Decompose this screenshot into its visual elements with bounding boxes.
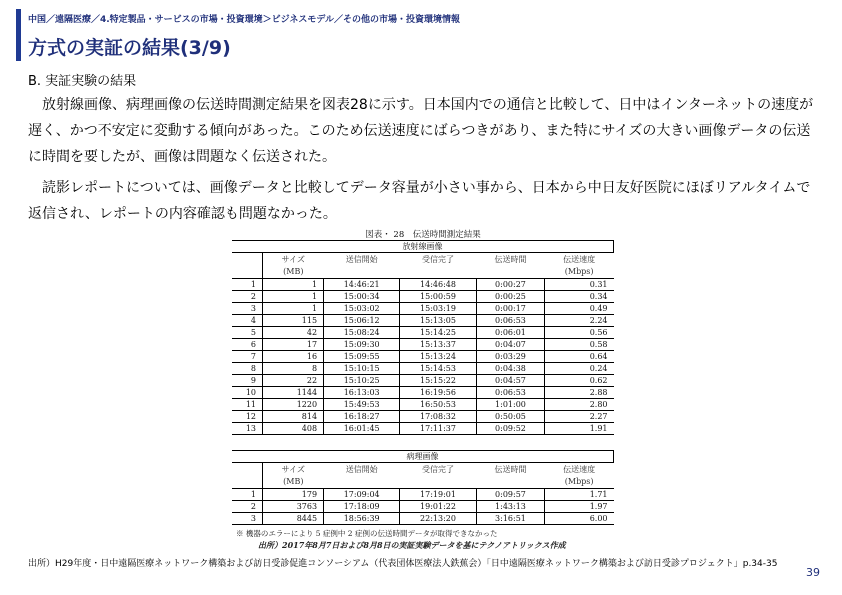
table-cell: 19:01:22	[400, 501, 476, 513]
table-cell: 1144	[263, 387, 324, 399]
col-transfer-speed-header: 伝送速度	[563, 254, 596, 264]
table-cell: 0.24	[589, 364, 608, 373]
pathology-header-row	[232, 463, 614, 476]
table-cell: 16:13:03	[324, 387, 400, 399]
table-cell: 1	[263, 279, 324, 291]
table-row	[232, 423, 614, 435]
table-cell: 1	[263, 303, 324, 315]
table-cell: 15:13:05	[400, 315, 476, 327]
table-row	[232, 375, 614, 387]
table-cell: 15:00:34	[324, 291, 400, 303]
table-cell: 0.34	[589, 292, 608, 301]
unit-transfer-speed: (Mbps)	[545, 476, 614, 489]
table-cell: 3763	[263, 501, 324, 513]
table-cell: 16:01:45	[324, 423, 400, 435]
radiology-caption: 放射線画像	[232, 241, 614, 253]
table-cell: 2.88	[589, 388, 608, 397]
pathology-table-body	[232, 489, 614, 525]
pathology-unit-row	[232, 476, 614, 489]
unit-index	[232, 476, 263, 489]
table-cell: 8	[232, 363, 263, 375]
radiology-header-row	[232, 253, 614, 266]
unit-size: (MB)	[263, 476, 324, 489]
col-send-start-header: 送信開始	[345, 464, 378, 474]
table-cell: 2.27	[589, 412, 608, 421]
table-cell: 0.58	[589, 340, 608, 349]
table-cell: 2.80	[589, 400, 608, 409]
unit-receive-end	[400, 476, 476, 489]
table-cell: 3	[232, 513, 263, 525]
table-cell: 0.62	[589, 376, 608, 385]
table-cell: 3:16:51	[476, 513, 545, 525]
table-cell: 1:01:00	[476, 399, 545, 411]
table-cell: 11	[232, 399, 263, 411]
col-size-header: サイズ	[281, 254, 305, 264]
figure-note: ※ 機器のエラーにより 5 症例中 2 症例の伝送時間データが取得できなかった	[236, 529, 498, 538]
table-cell: 16:19:56	[400, 387, 476, 399]
table-cell: 14:46:48	[400, 279, 476, 291]
page-number: 39	[806, 566, 820, 579]
table-cell: 3	[232, 303, 263, 315]
table-cell: 1	[232, 489, 263, 501]
unit-receive-end	[400, 266, 476, 279]
table-row	[232, 315, 614, 327]
table-cell: 17:18:09	[324, 501, 400, 513]
footer-source: 出所）H29年度・日中遠隔医療ネットワーク構築および訪日受診促進コンソーシアム（代表団体医療法人鉄蕉会）「日中遠隔医療ネットワーク構築および訪日受診プロジェクト」p.34-35	[28, 559, 778, 569]
table-cell: 1220	[263, 399, 324, 411]
col-receive-end-header: 受信完了	[421, 254, 454, 264]
col-transfer-speed-header: 伝送速度	[563, 464, 596, 474]
col-index-header	[232, 463, 263, 476]
table-row	[232, 291, 614, 303]
table-cell: 17:11:37	[400, 423, 476, 435]
table-cell: 2	[232, 291, 263, 303]
table-cell: 17	[263, 339, 324, 351]
table-row	[232, 387, 614, 399]
table-cell: 17:09:04	[324, 489, 400, 501]
table-cell: 0:00:17	[476, 303, 545, 315]
radiology-table-body	[232, 279, 614, 435]
table-cell: 7	[232, 351, 263, 363]
table-cell: 15:49:53	[324, 399, 400, 411]
table-cell: 16:50:53	[400, 399, 476, 411]
table-cell: 17:19:01	[400, 489, 476, 501]
table-cell: 2	[232, 501, 263, 513]
table-cell: 42	[263, 327, 324, 339]
table-cell: 0.31	[589, 280, 608, 289]
table-cell: 408	[263, 423, 324, 435]
table-cell: 1	[263, 291, 324, 303]
table-cell: 15:09:30	[324, 339, 400, 351]
col-transfer-time-header: 伝送時間	[494, 254, 527, 264]
table-cell: 0:06:53	[476, 387, 545, 399]
table-cell: 22	[263, 375, 324, 387]
table-row	[232, 303, 614, 315]
table-cell: 14:46:21	[324, 279, 400, 291]
table-row	[232, 363, 614, 375]
table-cell: 15:13:37	[400, 339, 476, 351]
table-cell: 15:00:59	[400, 291, 476, 303]
unit-transfer-speed: (Mbps)	[545, 266, 614, 279]
table-cell: 0:00:27	[476, 279, 545, 291]
table-cell: 15:03:02	[324, 303, 400, 315]
table-cell: 0.64	[589, 352, 608, 361]
table-cell: 15:14:53	[400, 363, 476, 375]
unit-transfer-time	[476, 476, 545, 489]
radiology-table	[232, 240, 614, 435]
table-cell: 1.71	[589, 490, 608, 499]
figure-source: 出所）2017年8月7日および8月8日の実証実験データを基にテクノアトリックス作成	[258, 540, 566, 550]
table-cell: 814	[263, 411, 324, 423]
col-send-start-header: 送信開始	[345, 254, 378, 264]
title-accent-bar	[16, 9, 21, 61]
table-cell: 115	[263, 315, 324, 327]
unit-send-start	[324, 476, 400, 489]
table-cell: 15:08:24	[324, 327, 400, 339]
table-cell: 15:10:15	[324, 363, 400, 375]
table-cell: 0.49	[589, 304, 608, 313]
table-cell: 0:00:25	[476, 291, 545, 303]
table-cell: 16	[263, 351, 324, 363]
table-cell: 179	[263, 489, 324, 501]
radiology-unit-row	[232, 266, 614, 279]
unit-send-start	[324, 266, 400, 279]
unit-size: (MB)	[263, 266, 324, 279]
table-cell: 15:06:12	[324, 315, 400, 327]
table-row	[232, 279, 614, 291]
table-cell: 1.91	[589, 424, 608, 433]
table-cell: 15:15:22	[400, 375, 476, 387]
table-cell: 1:43:13	[476, 501, 545, 513]
table-cell: 13	[232, 423, 263, 435]
col-size-header: サイズ	[281, 464, 305, 474]
pathology-caption: 病理画像	[232, 451, 614, 463]
unit-index	[232, 266, 263, 279]
table-row	[232, 513, 614, 525]
page-title: 方式の実証の結果(3/9)	[28, 37, 231, 59]
table-cell: 0:03:29	[476, 351, 545, 363]
table-row	[232, 351, 614, 363]
table-cell: 9	[232, 375, 263, 387]
body-paragraph-report: 読影レポートについては、画像データと比較してデータ容量が小さい事から、日本から中日友好医院にほぼリアルタイムで返信され、レポートの内容確認も問題なかった。	[28, 180, 811, 222]
table-cell: 15:14:25	[400, 327, 476, 339]
table-cell: 6	[232, 339, 263, 351]
table-row	[232, 339, 614, 351]
table-cell: 16:18:27	[324, 411, 400, 423]
table-cell: 15:03:19	[400, 303, 476, 315]
table-row	[232, 489, 614, 501]
table-cell: 8445	[263, 513, 324, 525]
table-cell: 0:09:52	[476, 423, 545, 435]
table-cell: 18:56:39	[324, 513, 400, 525]
figure-title: 図表・ 28 伝送時間測定結果	[365, 230, 481, 240]
table-row	[232, 327, 614, 339]
table-cell: 0:50:05	[476, 411, 545, 423]
table-cell: 8	[263, 363, 324, 375]
table-cell: 1	[232, 279, 263, 291]
table-cell: 5	[232, 327, 263, 339]
col-transfer-time-header: 伝送時間	[494, 464, 527, 474]
table-cell: 6.00	[589, 514, 608, 523]
pathology-table	[232, 450, 614, 525]
table-cell: 10	[232, 387, 263, 399]
table-cell: 17:08:32	[400, 411, 476, 423]
table-row	[232, 411, 614, 423]
table-cell: 0:04:38	[476, 363, 545, 375]
table-row	[232, 399, 614, 411]
transmission-time-figure	[232, 226, 614, 552]
body-paragraph-transmission: 放射線画像、病理画像の伝送時間測定結果を図表28に示す。日本国内での通信と比較して、日中はインターネットの速度が遅く、かつ不安定に変動する傾向があった。このため伝送速度にばらつきがあり、また特にサイズの大きい画像データの伝送に時間を要したが、画像は問題なく伝送された。	[28, 97, 814, 165]
table-cell: 0:06:53	[476, 315, 545, 327]
table-row	[232, 501, 614, 513]
table-cell: 0:04:57	[476, 375, 545, 387]
table-cell: 1.97	[589, 502, 608, 511]
table-cell: 15:10:25	[324, 375, 400, 387]
unit-transfer-time	[476, 266, 545, 279]
table-cell: 2.24	[589, 316, 608, 325]
table-cell: 4	[232, 315, 263, 327]
table-cell: 15:09:55	[324, 351, 400, 363]
col-index-header	[232, 253, 263, 266]
table-cell: 0:09:57	[476, 489, 545, 501]
table-cell: 0:06:01	[476, 327, 545, 339]
table-cell: 15:13:24	[400, 351, 476, 363]
table-cell: 0.56	[589, 328, 608, 337]
col-receive-end-header: 受信完了	[421, 464, 454, 474]
table-cell: 12	[232, 411, 263, 423]
table-cell: 22:13:20	[400, 513, 476, 525]
table-cell: 0:04:07	[476, 339, 545, 351]
breadcrumb: 中国／遠隔医療／4.特定製品・サービスの市場・投資環境＞ビジネスモデル／その他の市場・投資環境情報	[28, 15, 460, 25]
section-heading: B. 実証実験の結果	[28, 74, 137, 89]
